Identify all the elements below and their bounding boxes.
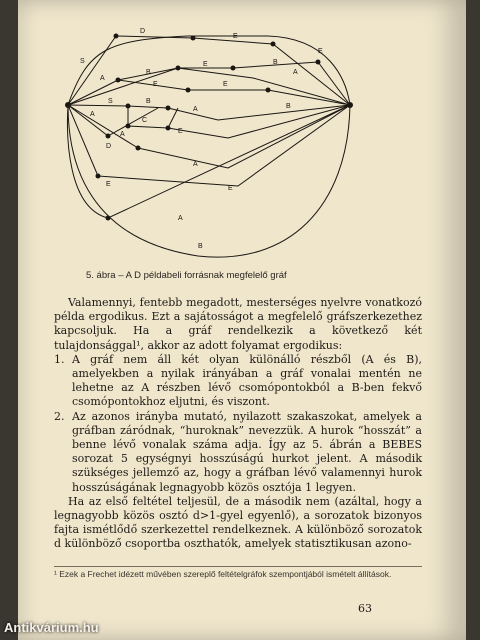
graph-node <box>65 102 71 108</box>
edge-label: A <box>193 106 198 113</box>
graph-edge <box>68 36 350 105</box>
graph-node <box>347 102 353 108</box>
graph-figure <box>28 8 468 270</box>
edge-label: E <box>233 33 238 40</box>
graph-node <box>176 66 181 71</box>
edge-label: A <box>193 161 198 168</box>
edge-label: B <box>198 243 203 250</box>
graph-edge <box>108 108 158 136</box>
watermark: Antikvárium.hu <box>4 620 99 635</box>
graph-node <box>271 42 276 47</box>
graph-edge <box>138 105 350 168</box>
graph-node <box>191 36 196 41</box>
graph-edge <box>128 106 178 128</box>
paragraph: Valamennyi, fentebb megadott, mesterséges nyelvre vonatkozó példa ergodikus. Ezt a sajátosságot a megfelelő gráfszerkezethez kapcsoljuk. Ha a gráf rendelkezik a következő két tulajdonsággal¹, akkor az adott folyamat ergodikus: <box>54 296 422 352</box>
list-number: 2. <box>54 409 65 423</box>
edge-label: S <box>80 58 85 65</box>
list-text: Az azonos irányba mutató, nyilazott szakaszokat, amelyek a gráfban záródnak, “huroknak” nevezzük. A hurok “hosszát” a benne lévő vonalak száma adja. Így az 5. ábrán a BEBES sorozat 5 egységnyi hosszúságú hurkot jelent. A második szükséges jellemző az, hogy a gráfban lévő valamennyi hurok hosszúságának legnagyobb közös osztója 1 legyen. <box>72 409 422 494</box>
list-text: A gráf nem áll két olyan különálló részből (A és B), amelyekben a nyilak irányában a gráf vonalai mentén ne lehetne az A részben lévő csomópontokból a B-ben fekvő csomópontokhoz eljutni, és viszont. <box>72 352 422 409</box>
edge-label: C <box>142 117 148 124</box>
book-page <box>18 0 466 640</box>
edge-label: E <box>153 81 158 88</box>
graph-edge <box>68 36 116 105</box>
edge-label: A <box>100 75 105 82</box>
edge-label: B <box>286 103 291 110</box>
edge-label: B <box>146 69 151 76</box>
graph-node <box>136 146 141 151</box>
graph-edge <box>68 105 108 136</box>
graph-node <box>166 126 171 131</box>
condition-list <box>54 353 422 495</box>
edge-label: E <box>106 181 111 188</box>
page-number: 63 <box>358 602 372 615</box>
edge-label: D <box>140 28 146 35</box>
graph-node <box>126 104 131 109</box>
paragraph: Ha az első feltétel teljesül, de a második nem (azáltal, hogy a legnagyobb közös osztó d>1-gyel egyenlő), a sorozatok bizonyos fajta ismétlődő szerkezettel rendelkeznek. A különböző sorozatok d különböző csoportba oszthatók, amelyek statisztikusan azono- <box>54 494 422 551</box>
edge-label: S <box>108 98 113 105</box>
graph-node <box>126 124 131 129</box>
edge-label: E <box>178 128 183 135</box>
edge-label: B <box>273 59 278 66</box>
graph-node <box>96 174 101 179</box>
edge-label: D <box>106 143 112 150</box>
edge-label: E <box>223 81 228 88</box>
graph-node <box>106 216 111 221</box>
graph-edge <box>68 105 128 106</box>
list-item <box>54 410 422 495</box>
graph-edge <box>178 68 350 105</box>
graph-node <box>106 134 111 139</box>
edge-label: A <box>90 111 95 118</box>
graph-diagram <box>28 8 468 270</box>
footnote: ¹ Ezek a Frechet idézett művében szereplő feltételgráfok szempontjából ismételt állítások. <box>54 566 422 580</box>
list-number: 1. <box>54 352 65 366</box>
list-item <box>54 353 422 410</box>
graph-edge <box>67 105 350 218</box>
graph-node <box>166 106 171 111</box>
figure-caption: 5. ábra – A D példabeli forrásnak megfelelő gráf <box>86 270 287 281</box>
graph-node <box>114 34 119 39</box>
graph-edge <box>128 105 350 120</box>
edge-label: A <box>293 69 298 76</box>
edge-label: A <box>120 131 125 138</box>
graph-node <box>231 66 236 71</box>
graph-edge <box>98 105 350 186</box>
graph-node <box>266 88 271 93</box>
edge-label: A <box>178 215 183 222</box>
graph-node <box>316 60 321 65</box>
body-text <box>54 296 422 552</box>
edge-label: E <box>203 61 208 68</box>
edge-label: E <box>318 48 323 55</box>
graph-node <box>186 88 191 93</box>
graph-node <box>116 78 121 83</box>
edge-label: B <box>146 98 151 105</box>
edge-label: E <box>228 185 233 192</box>
